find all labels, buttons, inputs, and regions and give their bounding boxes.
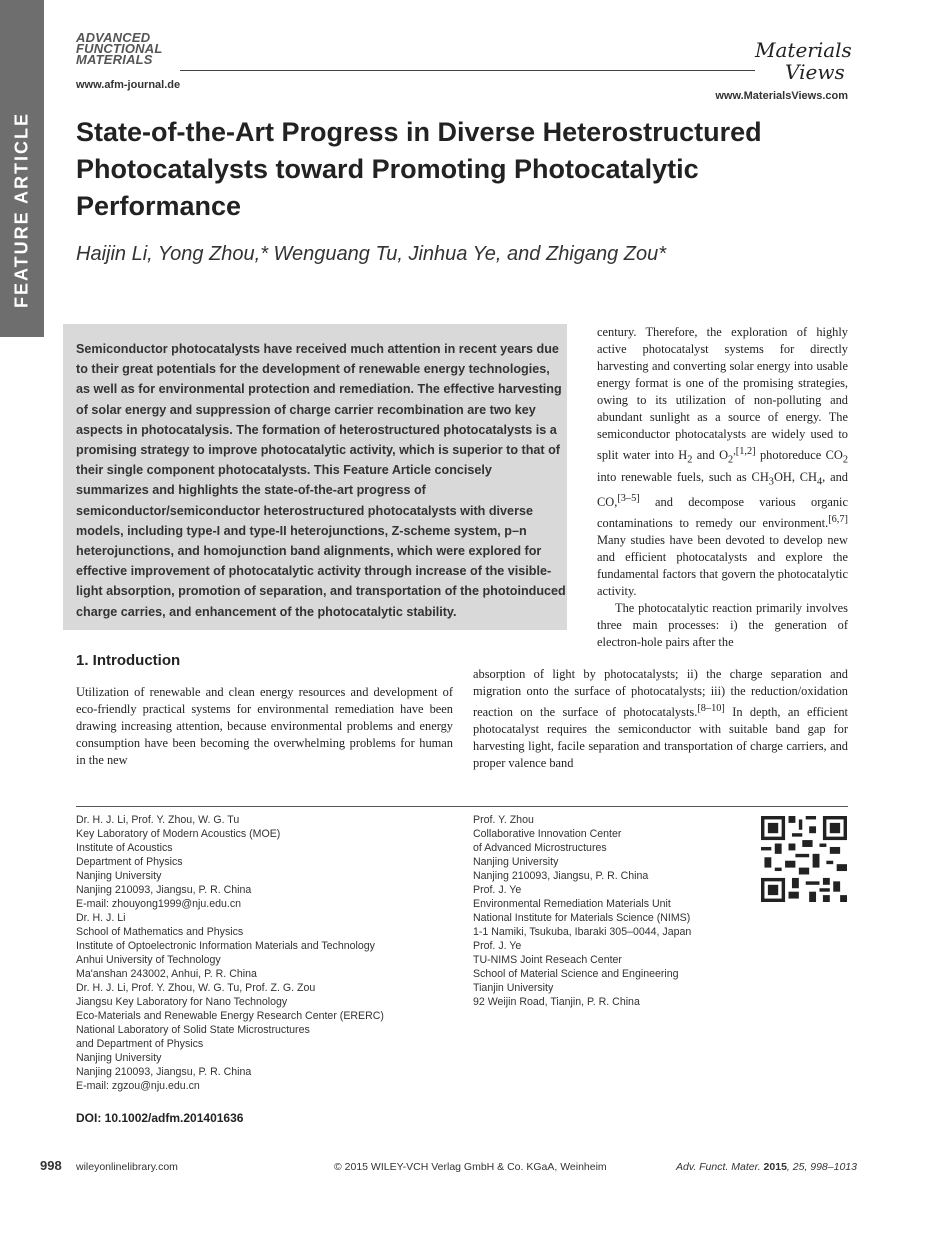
page-number: 998 — [40, 1158, 62, 1173]
doi[interactable]: DOI: 10.1002/adfm.201401636 — [76, 1111, 244, 1125]
abstract-text: Semiconductor photocatalysts have received much attention in recent years due to their great potentials for the development of renewable energy technologies, as well as for environmental protection and remediation. The effective harvesting of solar energy and suppression of charge carrier recombination are two key aspects in photocatalysis. The formation of heterostructured photocatalysts is a promising strategy to improve photocatalytic activity, which is superior to that of their single component photocatalysts. This Feature Article concisely summarizes and highlights the state-of-the-art progress of semiconductor/semiconductor heterostructured photocatalysts with diverse models, including type-I and type-II heterojunctions, Z-scheme system, p–n heterojunctions, and homojunction band alignments, which were explored for effective improvement of photocatalytic activity through increase of the visible-light absorption, promotion of separation, and transportation of the photoinduced charge carries, and enhancement of the photocatalytic stability. — [76, 342, 566, 619]
affiliations-left: Dr. H. J. Li, Prof. Y. Zhou, W. G. Tu Key Laboratory of Modern Acoustics (MOE) Institute of Acoustics Department of Physics Nanjing University Nanjing 210093, Jiangsu, P. R. China E-mail: zhouyong1999@nju.edu.cn Dr. H. J. Li School of Mathematics and Physics Institute of Optoelectronic Information Materials and Technology Anhui University of Technology Ma'anshan 243002, Anhui, P. R. China Dr. H. J. Li, Prof. Y. Zhou, W. G. Tu, Prof. Z. G. Zou Jiangsu Key Laboratory for Nano Technology Eco-Materials and Renewable Energy Research Center (ERERC) National Laboratory of Solid State Microstructures and Department of Physics Nanjing University Nanjing 210093, Jiangsu, P. R. China E-mail: zgzou@nju.edu.cn — [76, 814, 384, 1092]
article-authors: Haijin Li, Yong Zhou,* Wenguang Tu, Jinhua Ye, and Zhigang Zou* — [76, 243, 667, 265]
affiliations-mid: Prof. Y. Zhou Collaborative Innovation Center of Advanced Microstructures Nanjing University Nanjing 210093, Jiangsu, P. R. China Prof. J. Ye Environmental Remediation Materials Unit National Institute for Materials Science (NIMS) 1-1 Namiki, Tsukuba, Ibaraki 305–0044, Japan Prof. J. Ye TU-NIMS Joint Reseach Center School of Material Science and Engineering Tianjin University 92 Weijin Road, Tianjin, P. R. China — [473, 814, 692, 1008]
publisher-url[interactable]: www.MaterialsViews.com — [715, 90, 848, 102]
intro-paragraph-2-start: The photocatalytic reaction primarily involves three main processes: i) the generation of electron-hole pairs after the — [597, 601, 848, 650]
intro-paragraph-2-continued: absorption of light by photocatalysts; ii) the charge separation and migration onto the surface of photocatalysts; iii) the reduction/oxidation reaction on the surface of photocatalysts.[8–10] In depth, an efficient photocatalyst requires the semiconductor with suitable band gap for harvesting light, facile separation and transportation of charge carriers, and proper valence band — [473, 667, 848, 771]
journal-logo: ADVANCED FUNCTIONAL MATERIALS — [76, 30, 163, 67]
intro-paragraph-left: Utilization of renewable and clean energy resources and development of eco-friendly practical systems for environmental remediation have been drawing increasing attention, because environmental problems and energy consumption have been becoming the overwhelming problems for human in the new — [76, 685, 453, 767]
intro-right-column — [597, 324, 848, 651]
publisher-logo: Materials Views — [755, 38, 852, 84]
abstract-box — [63, 324, 567, 630]
section-tab-label: FEATURE ARTICLE — [11, 112, 32, 308]
journal-url[interactable]: www.afm-journal.de — [76, 79, 181, 91]
qr-code-icon[interactable] — [761, 816, 847, 902]
affiliation-divider — [76, 806, 848, 807]
header-divider — [180, 70, 755, 71]
article-title: State-of-the-Art Progress in Diverse Heterostructured Photocatalysts toward Promoting Photocatalytic Performance — [76, 117, 762, 221]
copyright: © 2015 WILEY-VCH Verlag GmbH & Co. KGaA, Weinheim — [334, 1161, 607, 1173]
section-heading: 1. Introduction — [76, 652, 181, 669]
section-tab — [0, 0, 44, 337]
intro-paragraph-1: century. Therefore, the exploration of highly active photocatalyst systems for directly harvesting and converting solar energy into usable energy format is one of the promising strategies, owing to its utilization of non-polluting and abundant sunlight as a source of energy. The semiconductor photocatalysts are widely used to split water into $H_2$ and $O_2^{,[1,2]}$ photoreduce $CO_2$ into renewable fuels, such as $CH_3OH$, $CH_4$, and CO,[3–5] and decompose various organic contaminations to remedy our environment.[6,7] Many studies have been devoted to develop new and efficient photocatalysts and explore the fundamental factors that govern the photocatalytic activity. — [597, 325, 848, 599]
citation: Adv. Funct. Mater. 2015, 25, 998–1013 — [676, 1161, 857, 1173]
footer-site-link[interactable]: wileyonlinelibrary.com — [76, 1161, 178, 1173]
